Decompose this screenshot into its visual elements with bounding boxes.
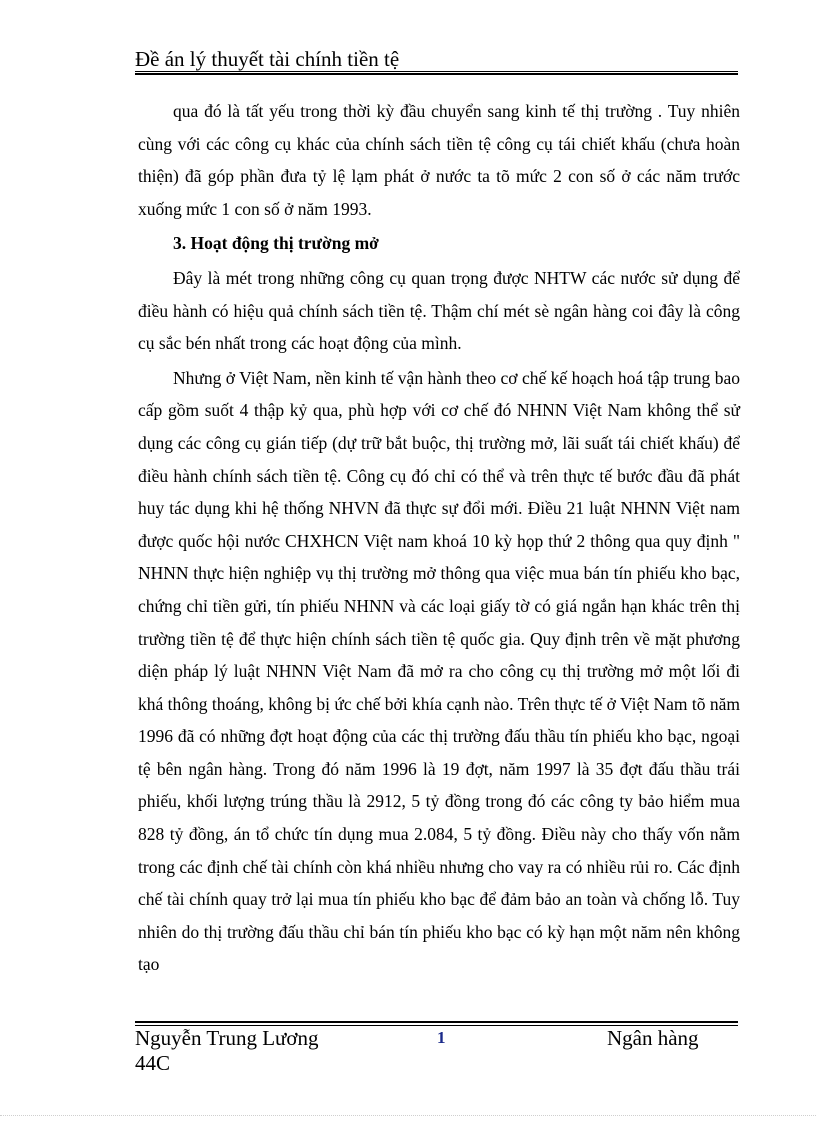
paragraph: Đây là mét trong những công cụ quan trọng được NHTW các nước sử dụng để điều hành có hiệu quả chính sách tiền tệ. Thậm chí mét sè ngân hàng coi đây là công cụ sắc bén nhất trong các hoạt động của mình. (138, 267, 740, 354)
paragraph: qua đó là tất yếu trong thời kỳ đầu chuyển sang kinh tế thị trường . Tuy nhiên cùng với các công cụ khác của chính sách tiền tệ công cụ tái chiết khấu (chưa hoàn thiện) đã góp phần đưa tỷ lệ lạm phát ở nước ta tõ mức 2 con số ở các năm trước xuống mức 1 con số ở năm 1993. (138, 101, 740, 219)
page-bottom-border (0, 1115, 816, 1116)
page-header-title: Đề án lý thuyết tài chính tiền tệ (135, 47, 400, 71)
footer-department: Ngân hàng (607, 1026, 699, 1050)
document-body (138, 95, 740, 981)
section-heading: 3. Hoạt động thị trường mở (173, 233, 379, 254)
footer-rule-thick (135, 1021, 738, 1023)
footer-author: Nguyễn Trung Lương 44C (135, 1026, 319, 1075)
header-rule-thick (135, 73, 738, 75)
header-rule-thin (135, 71, 738, 72)
paragraph: Nhưng ở Việt Nam, nền kinh tế vận hành theo cơ chế kế hoạch hoá tập trung bao cấp gồm suốt 4 thập kỷ qua, phù hợp với cơ chế đó NHNN Việt Nam không thể sử dụng các công cụ gián tiếp (dự trữ bắt buộc, thị trường mở, lãi suất tái chiết khấu) để điều hành chính sách tiền tệ. Công cụ đó chỉ có thể và trên thực tế bước đầu đã phát huy tác dụng khi hệ thống NHVN đã thực sự đổi mới. Điều 21 luật NHNN Việt nam được quốc hội nước CHXHCN Việt nam khoá 10 kỳ họp thứ 2 thông qua quy định " NHNN thực hiện nghiệp vụ thị trường mở thông qua việc mua bán tín phiếu kho bạc, chứng chỉ tiền gửi, tín phiếu NHNN và các loại giấy tờ có giá ngắn hạn khác trên thị trường tiền tệ để thực hiện chính sách tiền tệ quốc gia. Quy định trên về mặt phương diện pháp lý luật NHNN Việt Nam đã mở ra cho công cụ thị trường mở một lối đi khá thông thoáng, không bị ức chế bởi khía cạnh nào. Trên thực tế ở Việt Nam tõ năm 1996 đã có những đợt hoạt động của các thị trường đấu thầu tín phiếu kho bạc, ngoại tệ bên ngân hàng. Trong đó năm 1996 là 19 đợt, năm 1997 là 35 đợt đấu thầu trái phiếu, khối lượng trúng thầu là 2912, 5 tỷ đồng trong đó các công ty bảo hiểm mua 828 tỷ đồng, án tổ chức tín dụng mua 2.084, 5 tỷ đồng. Điều này cho thấy vốn nằm trong các định chế tài chính còn khá nhiều nhưng cho vay ra có nhiều rủi ro. Các định chế tài chính quay trở lại mua tín phiếu kho bạc để đảm bảo an toàn và chống lỗ. Tuy nhiên do thị trường đấu thầu chỉ bán tín phiếu kho bạc có kỳ hạn một năm nên không tạo (138, 367, 740, 975)
page-number: 1 (437, 1028, 446, 1047)
